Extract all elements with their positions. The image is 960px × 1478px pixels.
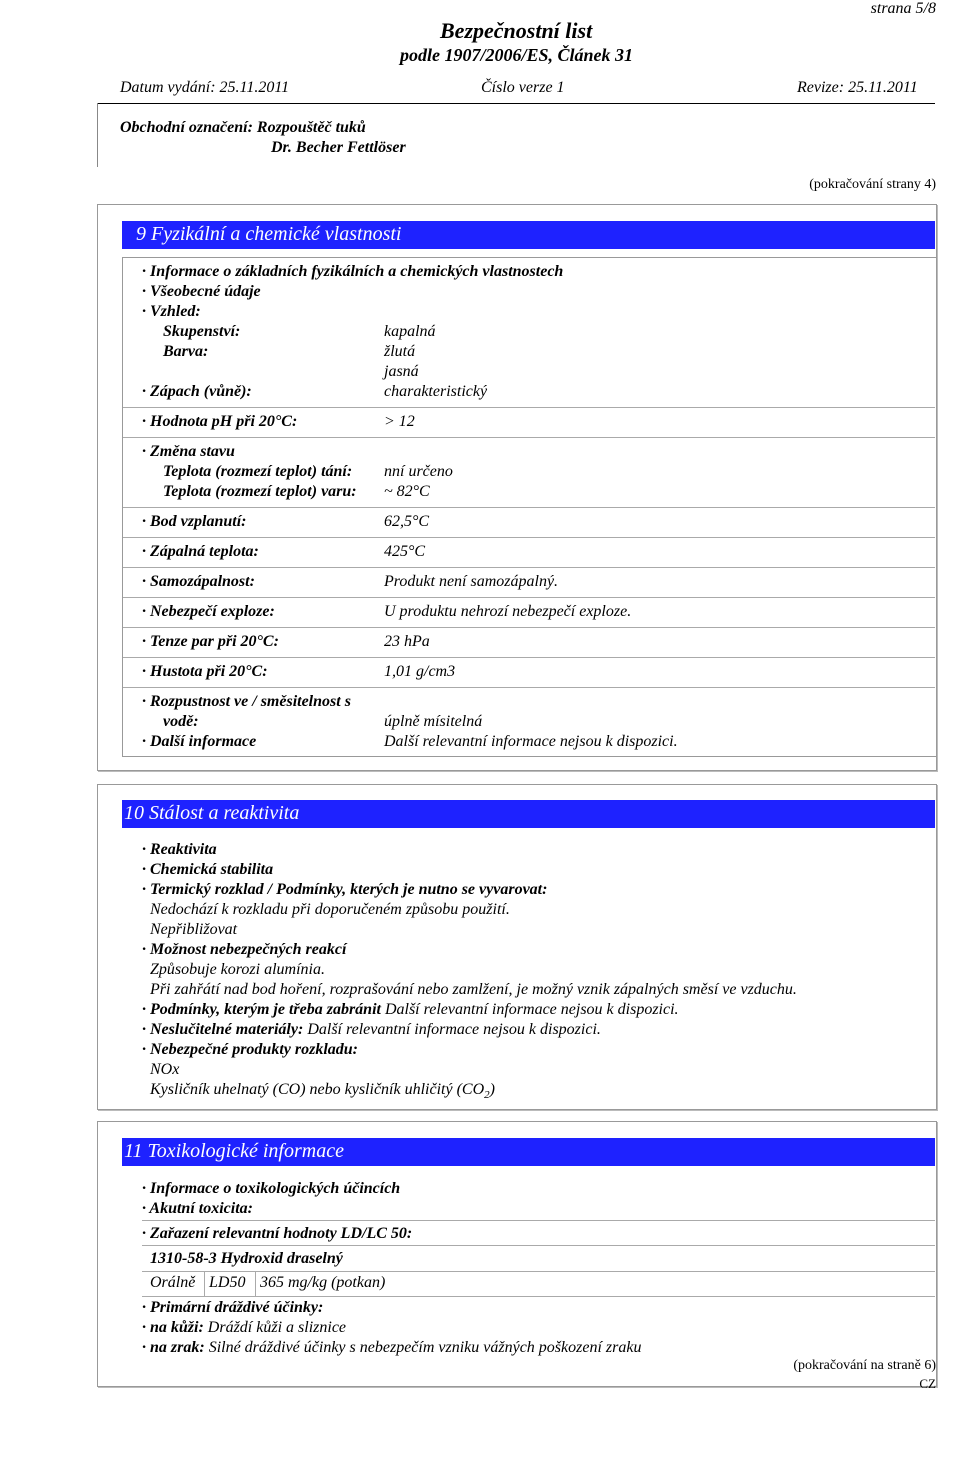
section-9-title-bar: [122, 221, 935, 249]
odor-value: charakteristický: [384, 383, 488, 400]
trade-name-2: Dr. Becher Fettlöser: [271, 139, 406, 156]
revision-date: Revize: 25.11.2011: [797, 79, 918, 96]
conditions-value: Další relevantní informace nejsou k dispozici.: [380, 1001, 679, 1018]
incompatible-value: Další relevantní informace nejsou k dispozici.: [303, 1021, 601, 1038]
self-ignition-label: · Samozápalnost:: [142, 573, 255, 590]
state-value: kapalná: [384, 323, 436, 340]
nox-text: NOx: [150, 1061, 180, 1078]
incompatible-label: · Neslučitelné materiály:: [142, 1021, 304, 1038]
row-divider: [123, 437, 935, 438]
language-code: CZ: [919, 1376, 936, 1391]
acute-toxicity-heading: · Akutní toxicita:: [142, 1200, 253, 1217]
issue-date: Datum vydání: 25.11.2011: [120, 79, 290, 96]
primary-irritant-heading: · Primární dráždivé účinky:: [142, 1299, 324, 1316]
flash-point-label: · Bod vzplanutí:: [142, 513, 247, 530]
vapour-pressure-label: · Tenze par při 20°C:: [142, 633, 279, 650]
toxicity-type: LD50: [209, 1274, 246, 1291]
other-info-label: · Další informace: [142, 733, 257, 750]
density-label: · Hustota při 20°C:: [142, 663, 268, 680]
appearance-heading: · Vzhled:: [142, 303, 201, 320]
skin-value: Dráždí kůži a sliznice: [203, 1319, 347, 1336]
section-11-title: 11 Toxikologické informace: [124, 1140, 344, 1162]
conditions-line: [142, 1001, 679, 1019]
toxicology-info-heading: · Informace o toxikologických účincích: [142, 1180, 401, 1197]
document-subtitle: podle 1907/2006/ES, Článek 31: [400, 45, 634, 65]
co-text: [150, 1081, 495, 1101]
header-rule: [97, 103, 935, 104]
table-divider: [142, 1220, 935, 1221]
basic-info-heading: · Informace o základních fyzikálních a chemických vlastnostech: [142, 263, 564, 280]
solubility-value: úplně mísitelná: [384, 713, 483, 730]
avoid-text: Nepřibližovat: [150, 921, 238, 938]
hazardous-reactions-heading: · Možnost nebezpečných reakcí: [142, 941, 347, 958]
co-text-main: Kysličník uhelnatý (CO) nebo kysličník uhličitý (CO: [150, 1081, 485, 1098]
row-divider: [123, 567, 935, 568]
page-number: strana 5/8: [870, 0, 936, 17]
ignition-temp-value: 425°C: [384, 543, 426, 560]
thermal-decomposition-heading: · Termický rozklad / Podmínky, kterých je nutno se vyvarovat:: [142, 881, 548, 898]
reactivity-heading: · Reaktivita: [142, 841, 217, 858]
section-10-title-bar: [122, 800, 935, 828]
incompatible-line: [142, 1021, 601, 1039]
co-subscript: 2: [484, 1089, 490, 1102]
density-value: 1,01 g/cm3: [384, 663, 456, 680]
cell-divider: [255, 1271, 256, 1296]
explosion-label: · Nebezpečí exploze:: [142, 603, 275, 620]
continued-to: (pokračování na straně 6): [793, 1358, 936, 1373]
ph-label: · Hodnota pH při 20°C:: [142, 413, 298, 430]
document-title: Bezpečnostní list: [440, 18, 593, 43]
flash-point-value: 62,5°C: [384, 513, 430, 530]
self-ignition-value: Produkt není samozápalný.: [384, 573, 559, 590]
melting-value: nní určeno: [384, 463, 453, 480]
row-divider: [123, 687, 935, 688]
eye-line: [142, 1339, 641, 1357]
decomposition-products-heading: · Nebezpečné produkty rozkladu:: [142, 1041, 358, 1058]
toxicity-value: 365 mg/kg (potkan): [260, 1274, 386, 1291]
other-info-value: Další relevantní informace nejsou k dispozici.: [384, 733, 678, 750]
general-data-heading: · Všeobecné údaje: [142, 283, 261, 300]
row-divider: [123, 657, 935, 658]
odor-label: · Zápach (vůně):: [142, 383, 252, 400]
solubility-label-2: vodě:: [163, 713, 199, 730]
row-divider: [123, 407, 935, 408]
color-label: Barva:: [163, 343, 209, 360]
row-divider: [123, 507, 935, 508]
header-left-border: [97, 103, 98, 167]
co-text-end: ): [489, 1081, 495, 1098]
state-change-heading: · Změna stavu: [142, 443, 235, 460]
boiling-value: ~ 82°C: [384, 483, 430, 500]
section-10-title: 10 Stálost a reaktivita: [124, 802, 300, 824]
continued-from: (pokračování strany 4): [809, 177, 936, 192]
boiling-label: Teplota (rozmezí teplot) varu:: [163, 483, 357, 500]
exposure-route: Orálně: [150, 1274, 196, 1291]
melting-label: Teplota (rozmezí teplot) tání:: [163, 463, 353, 480]
color-value: žlutá: [384, 343, 416, 360]
state-label: Skupenství:: [163, 323, 241, 340]
conditions-label: · Podmínky, kterým je třeba zabránit: [142, 1001, 381, 1018]
ld-lc-heading: · Zařazení relevantní hodnoty LD/LC 50:: [142, 1225, 413, 1242]
row-divider: [123, 537, 935, 538]
substance-name: 1310-58-3 Hydroxid draselný: [150, 1250, 343, 1267]
row-divider: [123, 627, 935, 628]
ph-value: > 12: [384, 413, 415, 430]
skin-label: · na kůži:: [142, 1319, 204, 1336]
section-9-title: 9 Fyzikální a chemické vlastnosti: [136, 223, 402, 245]
explosion-value: U produktu nehrozí nebezpečí exploze.: [384, 603, 632, 620]
solubility-label: · Rozpustnost ve / směsitelnost s: [142, 693, 351, 710]
trade-name: Obchodní označení: Rozpouštěč tuků: [120, 119, 366, 136]
corrosion-text: Způsobuje korozi alumínia.: [150, 961, 325, 978]
heating-text: Při zahřátí nad bod hoření, rozprašování nebo zamlžení, je možný vznik zápalných směsí ve vzduchu.: [150, 981, 797, 998]
color-value-2: jasná: [384, 363, 419, 380]
ignition-temp-label: · Zápalná teplota:: [142, 543, 259, 560]
skin-line: [142, 1319, 346, 1337]
section-11-title-bar: [122, 1138, 935, 1166]
chemical-stability-heading: · Chemická stabilita: [142, 861, 274, 878]
version-number: Číslo verze 1: [481, 79, 565, 96]
table-divider: [142, 1245, 935, 1246]
eye-value: Silné dráždivé účinky s nebezpečím vzniku vážných poškození zraku: [204, 1339, 642, 1356]
cell-divider: [204, 1271, 205, 1296]
row-divider: [123, 597, 935, 598]
vapour-pressure-value: 23 hPa: [384, 633, 430, 650]
decomposition-text: Nedochází k rozkladu při doporučeném způsobu použití.: [150, 901, 510, 918]
eye-label: · na zrak:: [142, 1339, 205, 1356]
